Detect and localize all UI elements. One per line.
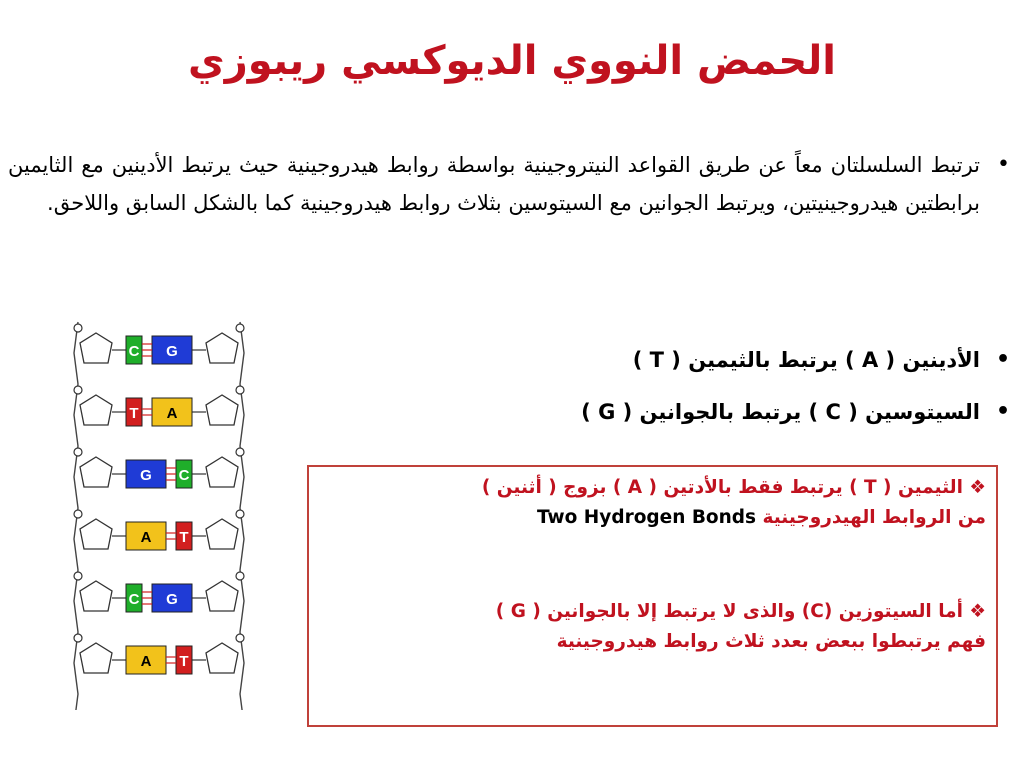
note-text-three-bonds: فهم يرتبطوا ببعض بعدد ثلاث روابط هيدروجينية	[556, 631, 986, 652]
note-line-bonds	[319, 503, 986, 533]
bullet-text-bonding: ترتبط السلسلتان معاً عن طريق القواعد النيتروجينية بواسطة روابط هيدروجينية حيث يرتبط الأدينين مع الثايمين برابطتين هيدروجينيتين، ويرتبط الجوانين مع السيتوسين بثلاث روابط هيدروجينية كما بالشكل السابق واللاحق.	[8, 153, 980, 215]
main-bullet-list	[8, 146, 1016, 222]
phosphate-left	[74, 510, 82, 518]
sugar-pentagon-left	[80, 395, 112, 425]
sugar-pentagon-right	[206, 395, 238, 425]
phosphate-right	[236, 510, 244, 518]
sugar-pentagon-right	[206, 581, 238, 611]
base-right-label: G	[166, 591, 178, 608]
sugar-pentagon-right	[206, 643, 238, 673]
phosphate-left	[74, 324, 82, 332]
note-line-thymine	[319, 473, 986, 503]
bullet-item-bonding	[8, 146, 1016, 222]
sugar-pentagon-right	[206, 457, 238, 487]
phosphate-right	[236, 448, 244, 456]
sugar-pentagon-left	[80, 333, 112, 363]
base-right-label: C	[178, 467, 190, 484]
diamond-bullet-icon: ❖	[969, 477, 986, 498]
bullet-item-adenine	[440, 345, 1016, 375]
base-right-label: T	[179, 529, 189, 546]
base-left-label: C	[128, 591, 140, 608]
note-line-three-bonds	[319, 627, 986, 657]
note-text-cytosine: أما السيتوزين (C) والذى لا يرتبط إلا بالجوانين ( G )	[495, 601, 963, 622]
sugar-pentagon-right	[206, 519, 238, 549]
bullet-marker: •	[997, 152, 1010, 177]
sugar-pentagon-left	[80, 581, 112, 611]
bullet-text-adenine: الأدينين ( A ) يرتبط بالثيمين ( T )	[632, 348, 980, 372]
note-text-bonds-ar: من الروابط الهيدروجينية	[762, 507, 986, 528]
bullet-marker: •	[995, 399, 1010, 424]
base-left-label: A	[140, 529, 152, 546]
bullet-marker: •	[995, 347, 1010, 372]
dna-diagram	[64, 314, 254, 710]
base-right-label: A	[166, 405, 178, 422]
phosphate-left	[74, 572, 82, 580]
note-text-thymine: الثيمين ( T ) يرتبط فقط بالأدتين ( A ) بزوج ( أثنين )	[481, 477, 963, 498]
phosphate-left	[74, 634, 82, 642]
note-box	[307, 465, 998, 727]
diamond-bullet-icon: ❖	[969, 601, 986, 622]
bullet-text-cytosine: السيتوسين ( C ) يرتبط بالجوانين ( G )	[581, 400, 980, 424]
phosphate-right	[236, 324, 244, 332]
note-text-bonds-en: Two Hydrogen Bonds	[536, 507, 757, 528]
pairing-bullet-list	[440, 345, 1016, 449]
sugar-pentagon-left	[80, 643, 112, 673]
phosphate-right	[236, 634, 244, 642]
base-left-label: A	[140, 653, 152, 670]
sugar-pentagon-left	[80, 519, 112, 549]
phosphate-left	[74, 448, 82, 456]
sugar-pentagon-right	[206, 333, 238, 363]
note-line-cytosine	[319, 597, 986, 627]
base-left-label: G	[140, 467, 152, 484]
base-left-label: C	[128, 343, 140, 360]
bullet-item-cytosine	[440, 397, 1016, 427]
sugar-pentagon-left	[80, 457, 112, 487]
phosphate-right	[236, 386, 244, 394]
slide-title: الحمض النووي الديوكسي ريبوزي	[188, 38, 836, 84]
base-right-label: G	[166, 343, 178, 360]
note-spacer	[319, 533, 986, 597]
base-left-label: T	[129, 405, 139, 422]
phosphate-right	[236, 572, 244, 580]
base-right-label: T	[179, 653, 189, 670]
phosphate-left	[74, 386, 82, 394]
